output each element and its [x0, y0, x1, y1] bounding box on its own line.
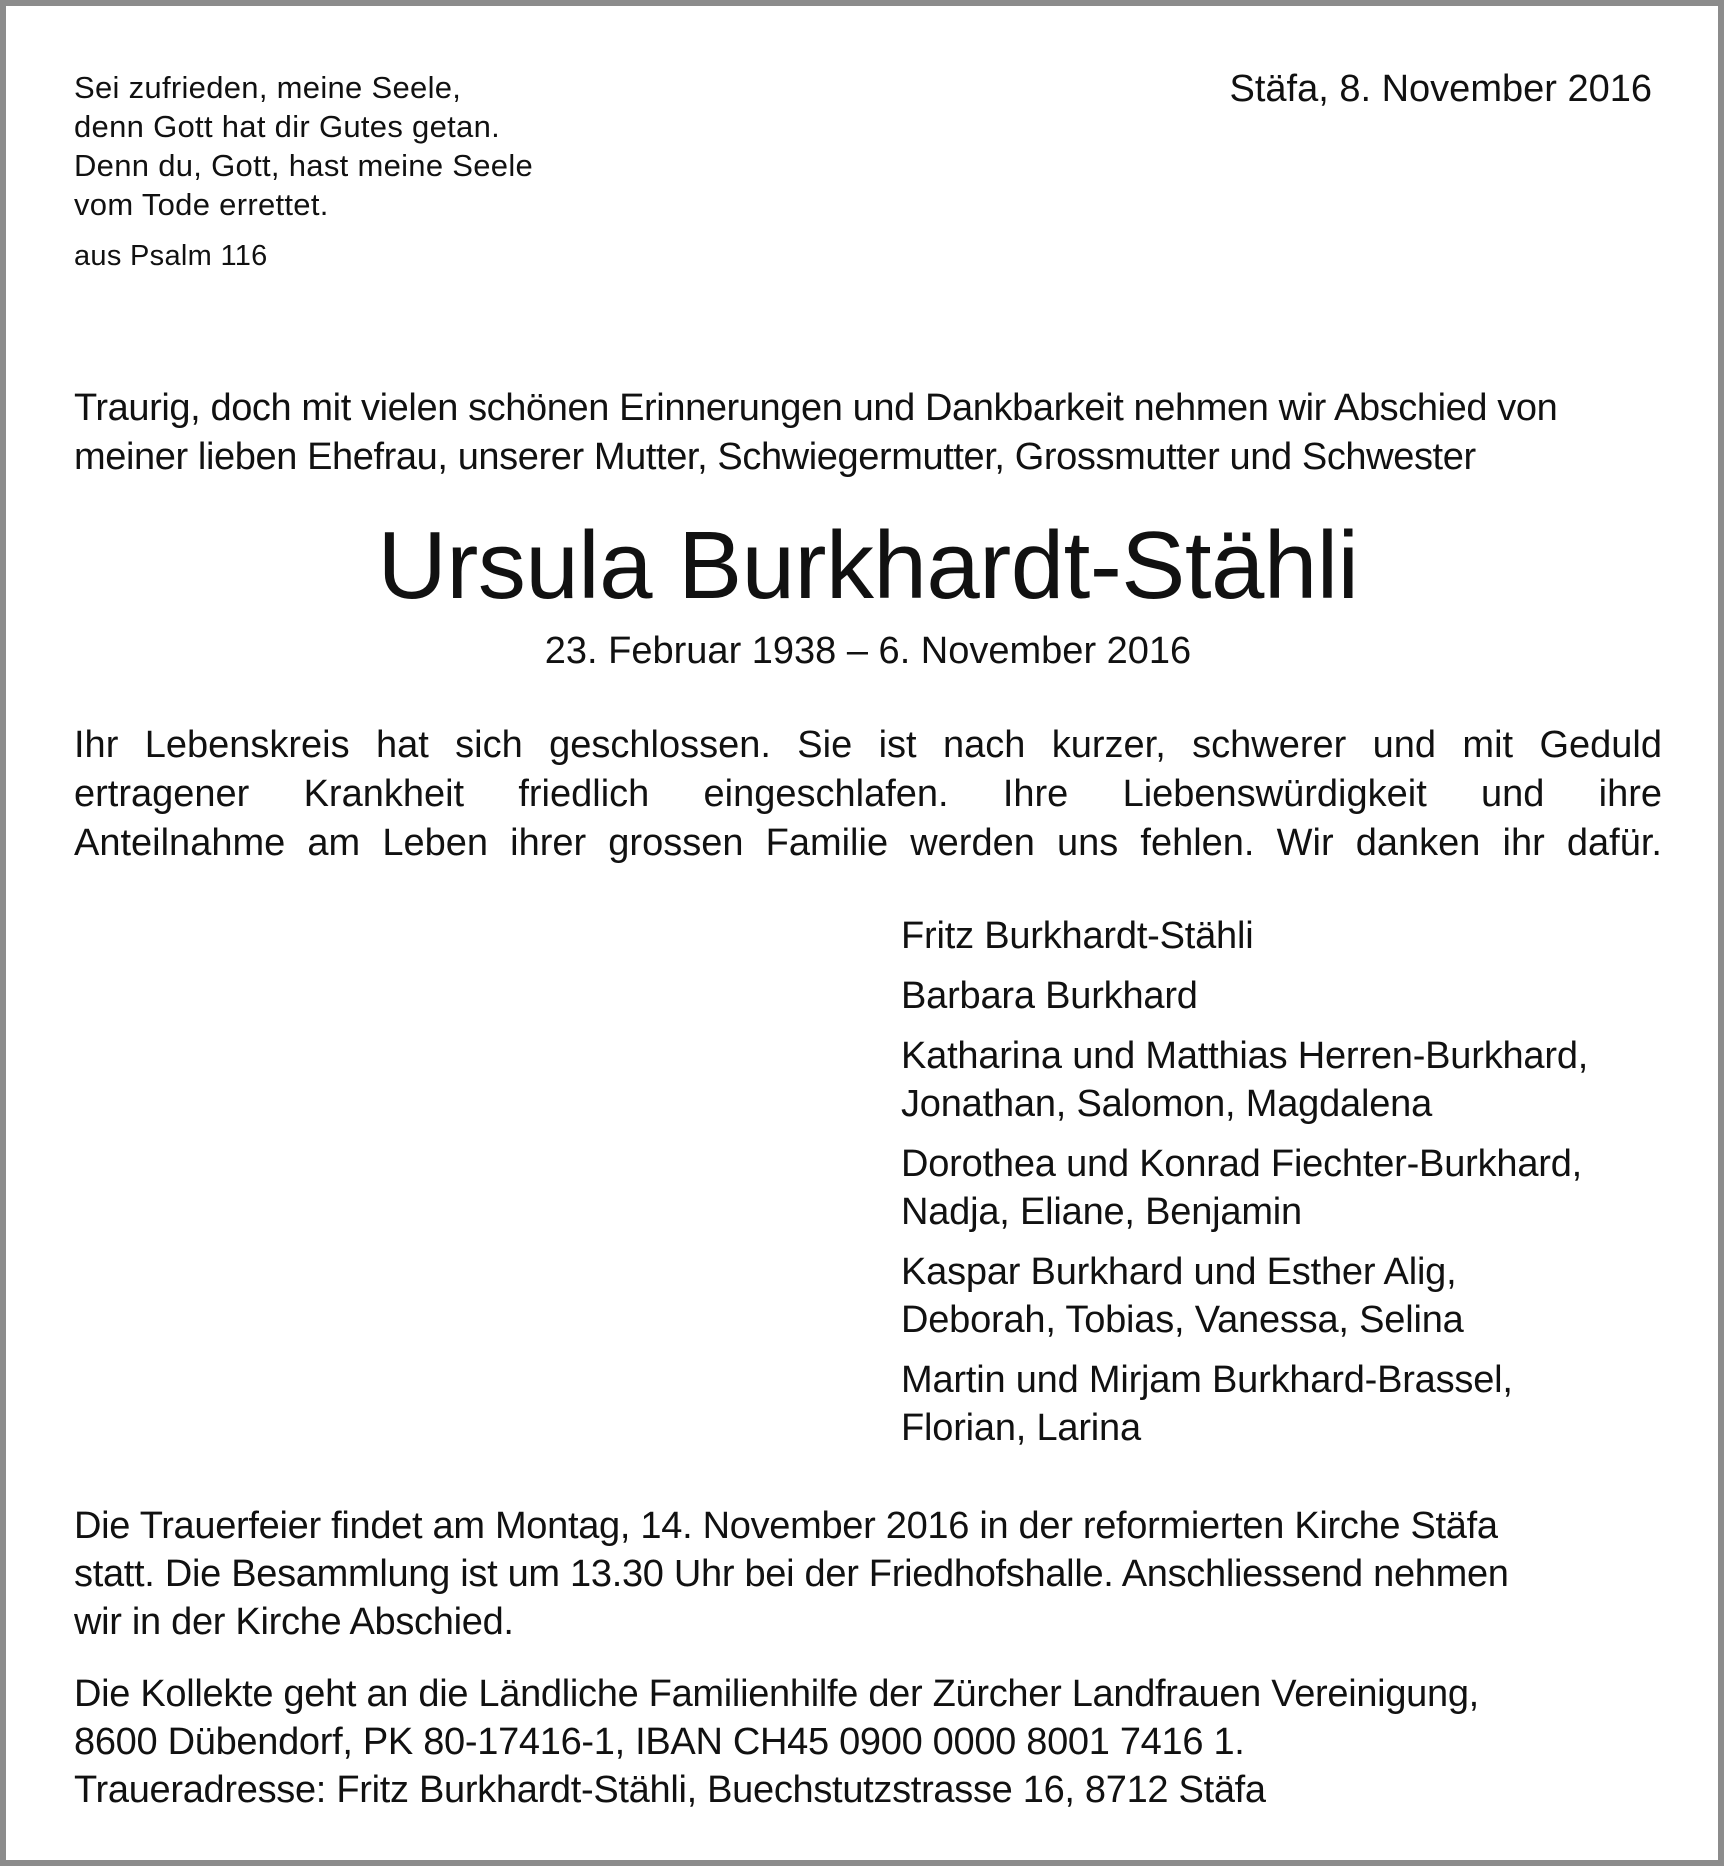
intro-text: [74, 384, 1662, 482]
place-date: Stäfa, 8. November 2016: [1229, 68, 1652, 110]
deceased-name: Ursula Burkhardt-Stähli: [377, 512, 1359, 619]
mourner-line: Dorothea und Konrad Fiechter-Burkhard,: [901, 1143, 1583, 1185]
psalm-quote: [74, 68, 634, 224]
mourners-list: [901, 912, 1681, 1464]
life-dates: 23. Februar 1938 – 6. November 2016: [544, 630, 1192, 672]
mourner-group: [901, 1032, 1681, 1128]
tribute-text: [74, 721, 1662, 868]
psalm-source: aus Psalm 116: [74, 240, 268, 272]
mourner-group: [901, 912, 1681, 960]
mourner-line: Florian, Larina: [901, 1407, 1141, 1449]
mourner-group: [901, 972, 1681, 1020]
tribute-line: Anteilnahme am Leben ihrer grossen Familie werden uns fehlen. Wir danken ihr dafür.: [74, 822, 1662, 864]
mourner-line: Katharina und Matthias Herren-Burkhard,: [901, 1035, 1589, 1077]
psalm-line: denn Gott hat dir Gutes getan.: [74, 109, 501, 144]
intro-line: meiner lieben Ehefrau, unserer Mutter, Schwiegermutter, Grossmutter und Schwester: [74, 436, 1476, 478]
psalm-line: Sei zufrieden, meine Seele,: [74, 70, 462, 105]
mourner-line: Kaspar Burkhard und Esther Alig,: [901, 1251, 1457, 1293]
mourner-group: [901, 1140, 1681, 1236]
mourning-address: Traueradresse: Fritz Burkhardt-Stähli, Buechstutzstrasse 16, 8712 Stäfa: [74, 1769, 1266, 1811]
psalm-line: vom Tode errettet.: [74, 187, 329, 222]
tribute-line: Ihr Lebenskreis hat sich geschlossen. Sie ist nach kurzer, schwerer und mit Geduld: [74, 724, 1662, 766]
service-line: Die Trauerfeier findet am Montag, 14. November 2016 in der reformierten Kirche Stäfa: [74, 1505, 1498, 1547]
tribute-line: ertragener Krankheit friedlich eingeschlafen. Ihre Liebenswürdigkeit und ihre: [74, 773, 1662, 815]
funeral-service-info: [74, 1502, 1662, 1646]
mourner-group: [901, 1248, 1681, 1344]
mourner-line: Barbara Burkhard: [901, 975, 1198, 1017]
mourner-line: Jonathan, Salomon, Magdalena: [901, 1083, 1433, 1125]
collection-line: 8600 Dübendorf, PK 80-17416-1, IBAN CH45 0900 0000 8001 7416 1.: [74, 1721, 1245, 1763]
mourner-line: Martin und Mirjam Burkhard-Brassel,: [901, 1359, 1513, 1401]
mourner-line: Fritz Burkhardt-Stähli: [901, 915, 1254, 957]
collection-info: [74, 1670, 1662, 1766]
service-line: statt. Die Besammlung ist um 13.30 Uhr bei der Friedhofshalle. Anschliessend nehmen: [74, 1553, 1509, 1595]
mourner-group: [901, 1356, 1681, 1452]
mourner-line: Nadja, Eliane, Benjamin: [901, 1191, 1302, 1233]
intro-line: Traurig, doch mit vielen schönen Erinnerungen und Dankbarkeit nehmen wir Abschied von: [74, 387, 1558, 429]
service-line: wir in der Kirche Abschied.: [74, 1601, 514, 1643]
psalm-line: Denn du, Gott, hast meine Seele: [74, 148, 534, 183]
mourner-line: Deborah, Tobias, Vanessa, Selina: [901, 1299, 1464, 1341]
collection-line: Die Kollekte geht an die Ländliche Familienhilfe der Zürcher Landfrauen Vereinigung,: [74, 1673, 1479, 1715]
